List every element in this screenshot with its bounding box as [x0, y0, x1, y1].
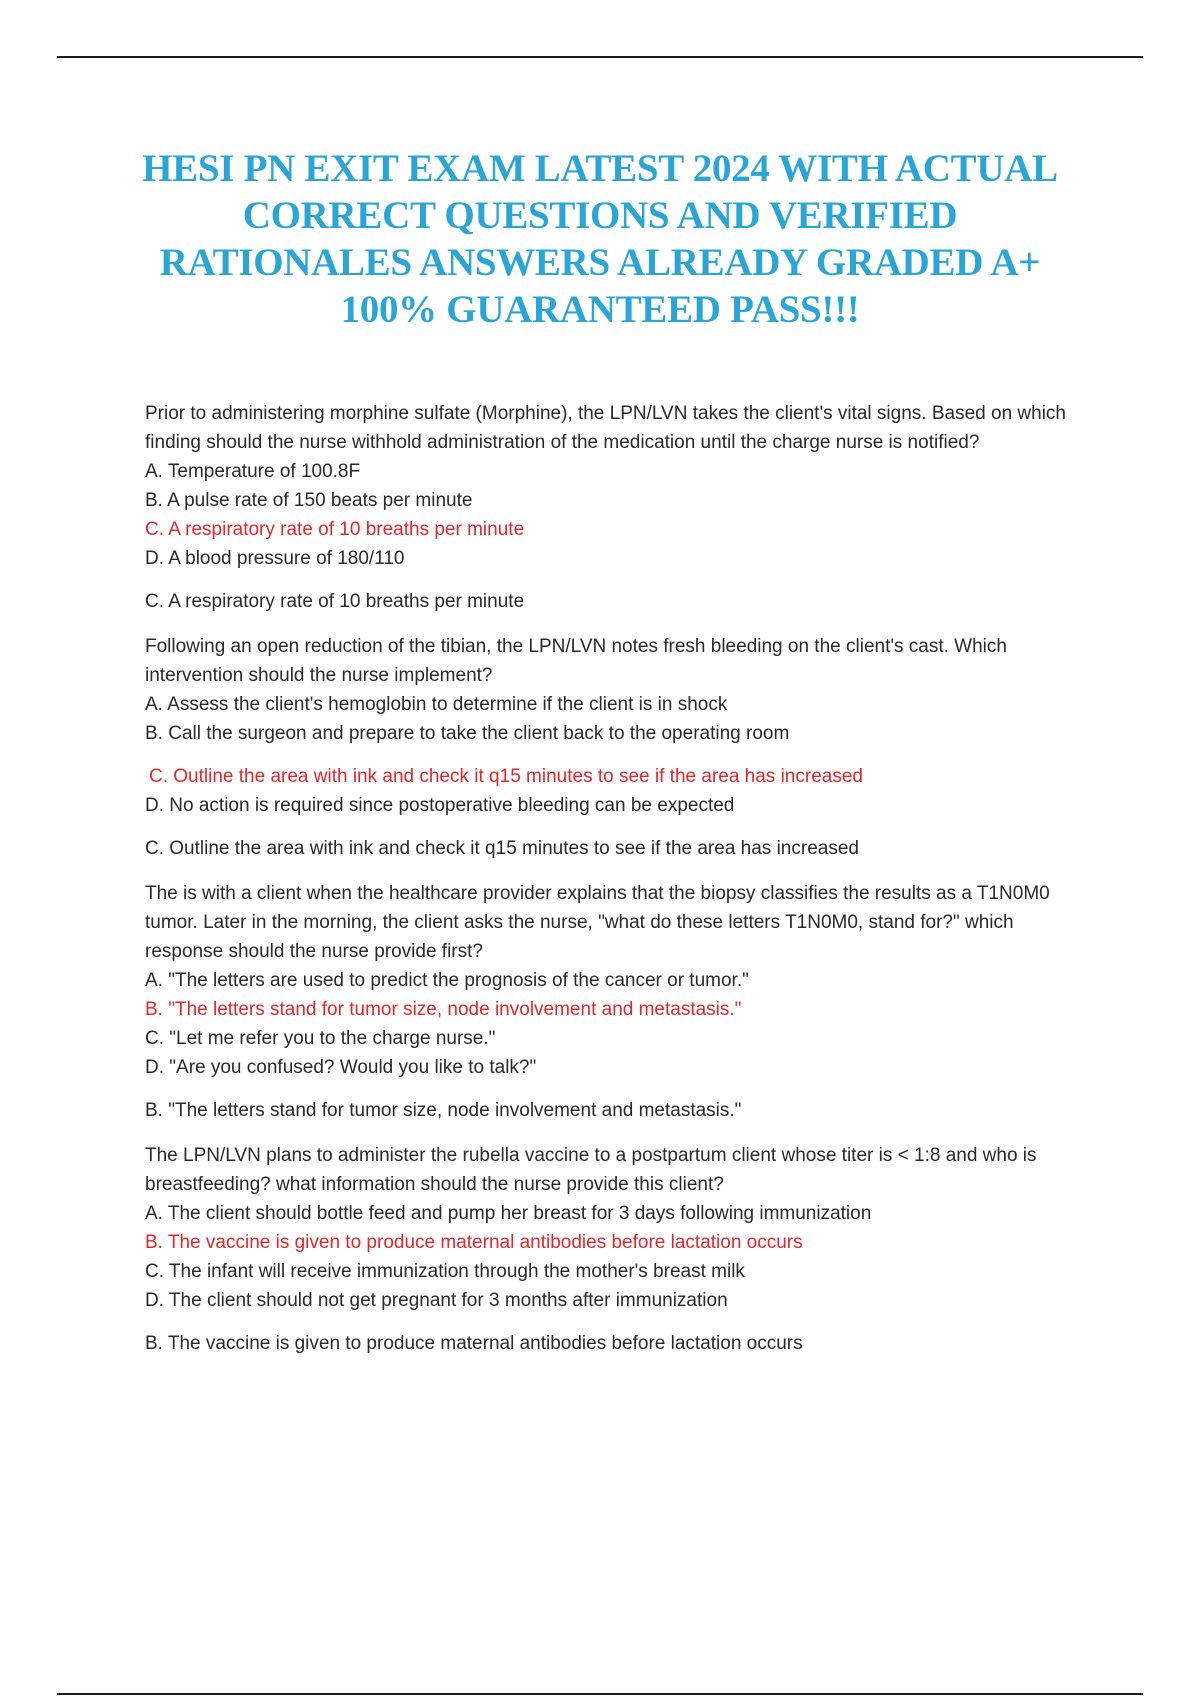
- option-list: [145, 457, 1090, 573]
- question-block: [145, 879, 1090, 1125]
- answer-key: B. "The letters stand for tumor size, node involvement and metastasis.": [145, 1100, 742, 1121]
- top-rule: [57, 56, 1143, 58]
- option-b-correct: B. "The letters stand for tumor size, node involvement and metastasis.": [145, 999, 742, 1020]
- option-list: [145, 1199, 1090, 1315]
- answer-key: B. The vaccine is given to produce maternal antibodies before lactation occurs: [145, 1333, 803, 1354]
- spacer: [145, 863, 1090, 879]
- question-block: [145, 1141, 1090, 1358]
- question-stem: The is with a client when the healthcare provider explains that the biopsy classifies the results as a T1N0M0 tumor. Later in the morning, the client asks the nurse, "what do these letters T1N0M0, stand for?" which response should the nurse provide first?: [145, 883, 1050, 962]
- spacer: [145, 616, 1090, 632]
- question-block: [145, 632, 1090, 863]
- option-c-correct: C. A respiratory rate of 10 breaths per minute: [145, 519, 525, 540]
- option-list: [145, 966, 1090, 1082]
- answer-key: C. Outline the area with ink and check it q15 minutes to see if the area has increased: [145, 838, 859, 859]
- option-c: C. The infant will receive immunization through the mother's breast milk: [145, 1261, 745, 1282]
- option-a: A. Temperature of 100.8F: [145, 461, 361, 482]
- option-a: A. Assess the client's hemoglobin to determine if the client is in shock: [145, 694, 728, 715]
- option-b: B. Call the surgeon and prepare to take the client back to the operating room: [145, 723, 790, 744]
- question-block: [145, 399, 1090, 616]
- question-stem: The LPN/LVN plans to administer the rubella vaccine to a postpartum client whose titer is < 1:8 and who is breastfeeding? what information should the nurse provide this client?: [145, 1145, 1037, 1195]
- questions-container: [145, 399, 1090, 1358]
- option-d: D. A blood pressure of 180/110: [145, 548, 405, 569]
- option-d: D. "Are you confused? Would you like to talk?": [145, 1057, 537, 1078]
- option-d: D. No action is required since postoperative bleeding can be expected: [145, 795, 735, 816]
- question-stem: Following an open reduction of the tibian, the LPN/LVN notes fresh bleeding on the client's cast. Which intervention should the nurse implement?: [145, 636, 1007, 686]
- option-b-correct: B. The vaccine is given to produce maternal antibodies before lactation occurs: [145, 1232, 803, 1253]
- option-b: B. A pulse rate of 150 beats per minute: [145, 490, 473, 511]
- option-a: A. The client should bottle feed and pump her breast for 3 days following immunization: [145, 1203, 872, 1224]
- option-c: C. "Let me refer you to the charge nurse.": [145, 1028, 496, 1049]
- answer-key: C. A respiratory rate of 10 breaths per minute: [145, 591, 525, 612]
- spacer: [145, 1125, 1090, 1141]
- option-c-correct: C. Outline the area with ink and check it q15 minutes to see if the area has increased: [149, 766, 863, 787]
- option-a: A. "The letters are used to predict the prognosis of the cancer or tumor.": [145, 970, 749, 991]
- option-d: D. The client should not get pregnant for 3 months after immunization: [145, 1290, 728, 1311]
- option-list: [145, 690, 1090, 820]
- bottom-rule: [57, 1693, 1143, 1695]
- document-title: HESI PN EXIT EXAM LATEST 2024 WITH ACTUAL CORRECT QUESTIONS AND VERIFIED RATIONALES ANSWERS ALREADY GRADED A+ 100% GUARANTEED PASS!!!: [142, 147, 1058, 331]
- question-stem: Prior to administering morphine sulfate (Morphine), the LPN/LVN takes the client's vital signs. Based on which finding should the nurse withhold administration of the medication until the charge nurse is notified?: [145, 403, 1066, 453]
